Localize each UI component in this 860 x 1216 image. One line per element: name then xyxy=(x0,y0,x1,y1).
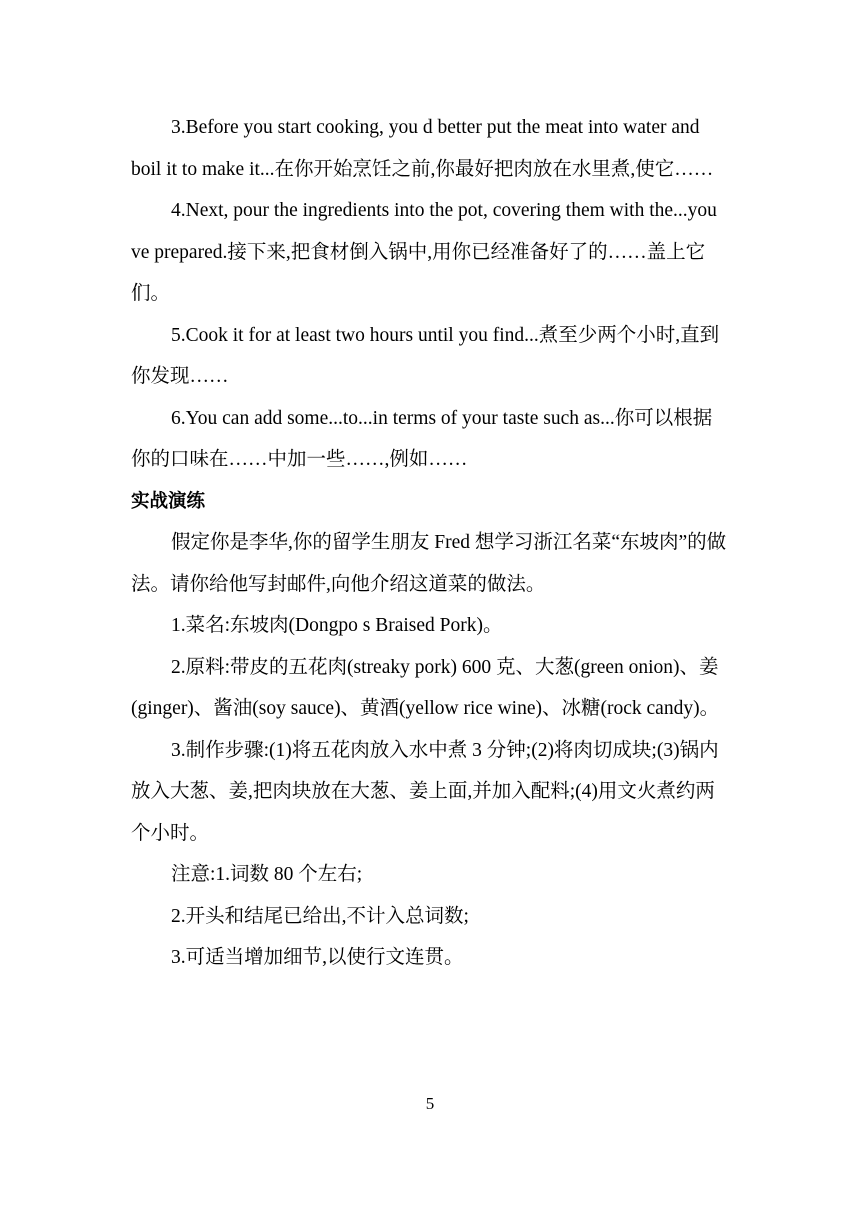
tip-step-5: 5.Cook it for at least two hours until you find...煮至少两个小时,直到你发现…… xyxy=(131,324,720,387)
requirement-ingredients: 2.原料:带皮的五花肉(streaky pork) 600 克、大葱(green onion)、姜(ginger)、酱油(soy sauce)、黄酒(yellow rice wine)、冰糖(rock candy)。 xyxy=(131,656,720,719)
tip-step-4: 4.Next, pour the ingredients into the pot, covering them with the...you ve prepared.接下来,把食材倒入锅中,用你已经准备好了的……盖上它们。 xyxy=(131,200,717,304)
note-add-details: 3.可适当增加细节,以使行文连贯。 xyxy=(171,947,464,968)
requirement-dish-name: 1.菜名:东坡肉(Dongpo s Braised Pork)。 xyxy=(171,615,503,636)
tip-step-3: 3.Before you start cooking, you d better put the meat into water and boil it to make it...在你开始烹饪之前,你最好把肉放在水里煮,使它…… xyxy=(131,117,714,180)
task-intro: 假定你是李华,你的留学生朋友 Fred 想学习浙江名菜“东坡肉”的做法。请你给他写封邮件,向他介绍这道菜的做法。 xyxy=(131,532,727,595)
tip-step-6: 6.You can add some...to...in terms of your taste such as...你可以根据你的口味在……中加一些……,例如…… xyxy=(131,407,713,470)
section-heading: 实战演练 xyxy=(131,490,206,512)
page-number: 5 xyxy=(425,1094,435,1113)
note-opening-ending: 2.开头和结尾已给出,不计入总词数; xyxy=(171,905,469,927)
requirement-steps: 3.制作步骤:(1)将五花肉放入水中煮 3 分钟;(2)将肉切成块;(3)锅内放入大葱、姜,把肉块放在大葱、姜上面,并加入配料;(4)用文火煮约两个小时。 xyxy=(131,739,719,844)
page-content xyxy=(131,107,729,979)
note-word-count: 注意:1.词数 80 个左右; xyxy=(171,864,363,885)
